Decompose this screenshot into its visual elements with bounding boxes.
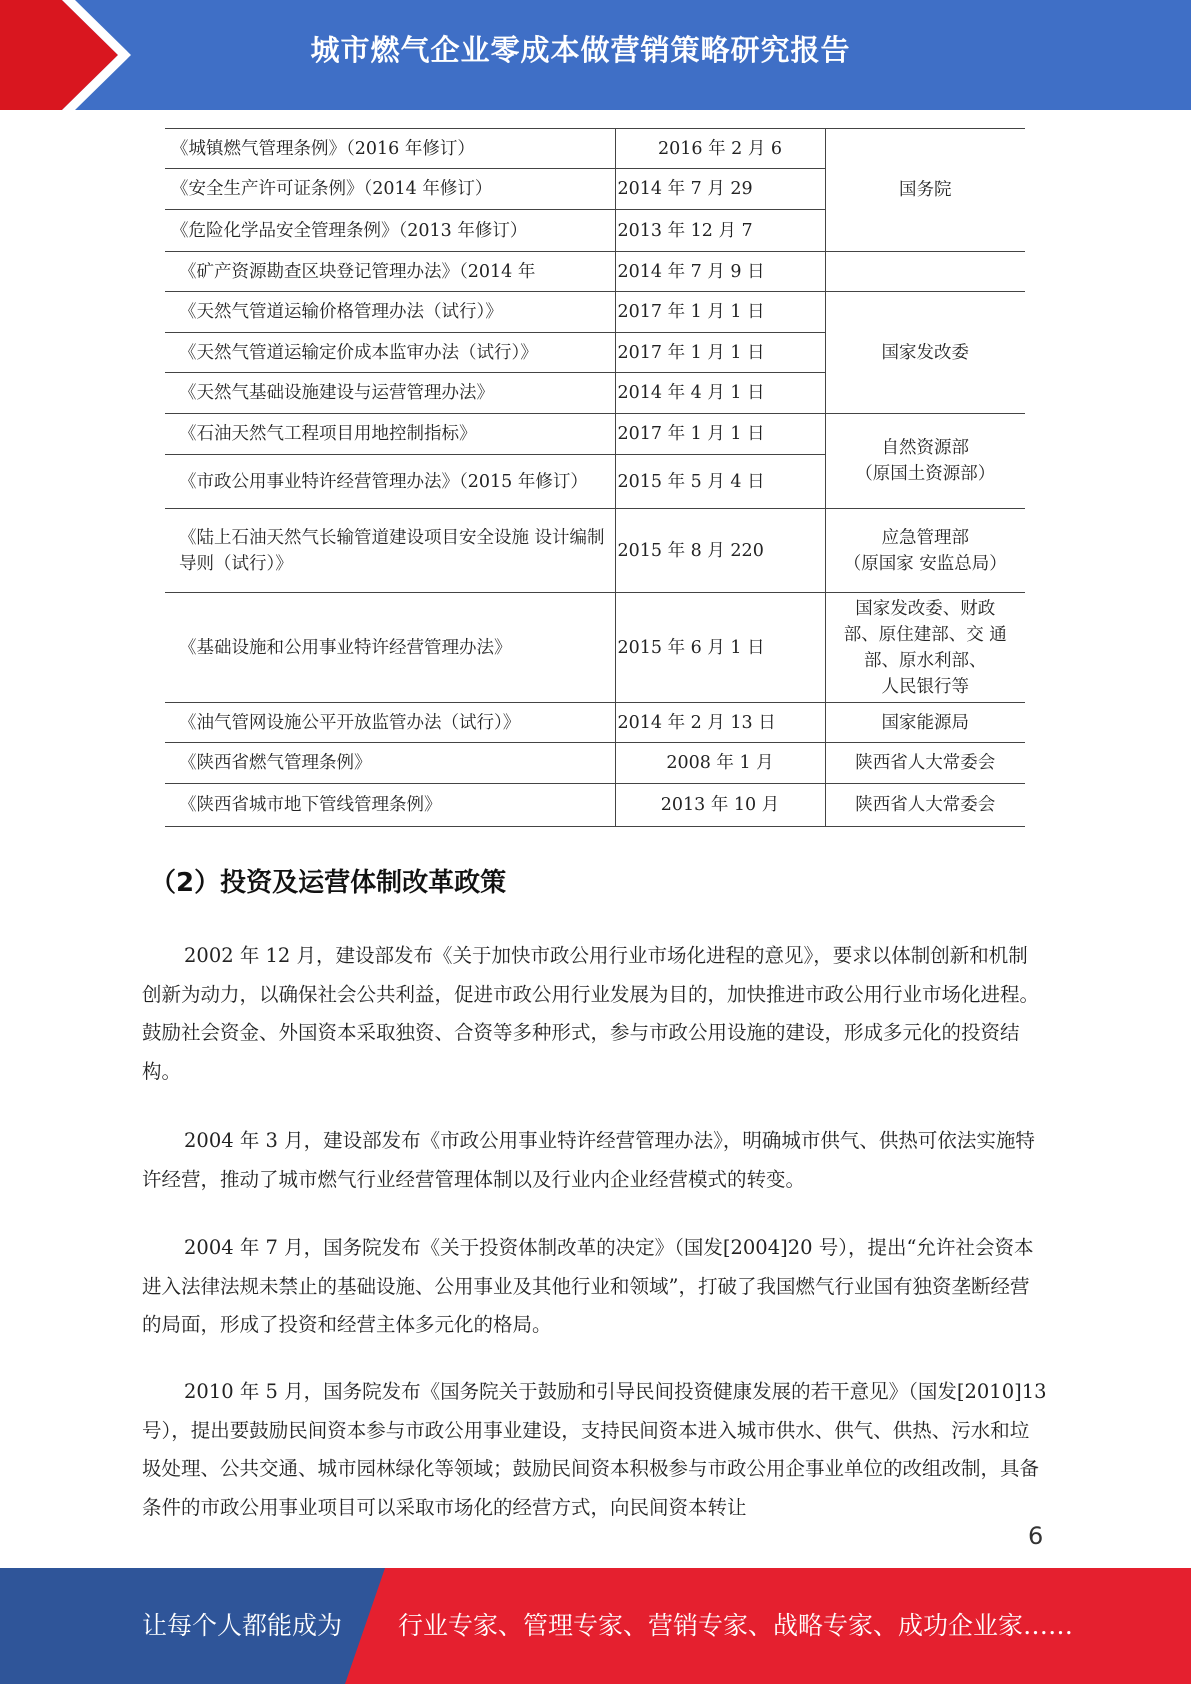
body-paragraph: 2002 年 12 月，建设部发布《关于加快市政公用行业市场化进程的意见》，要求以体制创新和机制创新为动力，以确保社会公共利益，促进市政公用行业发展为目的，加快推进市政公用行业市场化进程。鼓励社会资金、外国资本采取独资、合资等多种形式，参与市政公用设施的建设，形成多元化的投资结构。 bbox=[142, 944, 1040, 1083]
authority-line: 应急管理部 bbox=[881, 527, 969, 548]
law-name: 《陕西省城市地下管线管理条例》 bbox=[165, 784, 615, 827]
law-name: 《基础设施和公用事业特许经营管理办法》 bbox=[165, 593, 615, 703]
table-row bbox=[165, 129, 1025, 169]
issuing-authority bbox=[825, 593, 1025, 703]
effective-date: 2015 年 6 月 1 日 bbox=[615, 593, 825, 703]
law-name: 《油气管网设施公平开放监管办法（试行）》 bbox=[165, 703, 615, 743]
section-heading: （2）投资及运营体制改革政策 bbox=[150, 868, 507, 898]
effective-date: 2017 年 1 月 1 日 bbox=[615, 292, 825, 333]
law-name: 《天然气管道运输定价成本监审办法（试行）》 bbox=[165, 333, 615, 373]
header-bar bbox=[0, 0, 1191, 110]
header-chevron-decoration bbox=[0, 0, 150, 110]
footer-bar bbox=[0, 1568, 1191, 1684]
authority-line: 国家发改委、财政 bbox=[855, 598, 996, 619]
law-name: 《危险化学品安全管理条例》（2013 年修订） bbox=[165, 210, 615, 252]
body-paragraph: 2004 年 7 月，国务院发布《关于投资体制改革的决定》（国发[2004]20 号），提出“允许社会资本进入法律法规未禁止的基础设施、公用事业及其他行业和领域”，打破了我国燃气行业国有独资垄断经营的局面，形成了投资和经营主体多元化的格局。 bbox=[142, 1236, 1034, 1336]
issuing-authority: 国家发改委 bbox=[825, 292, 1025, 414]
effective-date: 2014 年 7 月 9 日 bbox=[615, 252, 825, 292]
issuing-authority: 陕西省人大常委会 bbox=[825, 743, 1025, 784]
effective-date: 2017 年 1 月 1 日 bbox=[615, 333, 825, 373]
page-title: 城市燃气企业零成本做营销策略研究报告 bbox=[310, 33, 851, 67]
effective-date: 2014 年 2 月 13 日 bbox=[615, 703, 825, 743]
law-name: 《市政公用事业特许经营管理办法》（2015 年修订） bbox=[165, 455, 615, 509]
issuing-authority bbox=[825, 252, 1025, 292]
issuing-authority bbox=[825, 509, 1025, 593]
effective-date: 2008 年 1 月 bbox=[615, 743, 825, 784]
footer-slogan-left: 让每个人都能成为 bbox=[142, 1611, 343, 1640]
table-row bbox=[165, 703, 1025, 743]
authority-line: 自然资源部 bbox=[881, 438, 969, 458]
law-name: 《陆上石油天然气长输管道建设项目安全设施 设计编制导则（试行）》 bbox=[165, 509, 615, 593]
effective-date: 2016 年 2 月 6 bbox=[615, 129, 825, 169]
effective-date: 2013 年 10 月 bbox=[615, 784, 825, 827]
body-paragraph: 2010 年 5 月，国务院发布《国务院关于鼓励和引导民间投资健康发展的若干意见》（国发[2010]13 号），提出要鼓励民间资本参与市政公用事业建设，支持民间资本进入城市供水、供气、供热、污水和垃圾处理、公共交通、城市园林绿化等领域；鼓励民间资本积极参与市政公用企事业单位的改组改制，具备条件的市政公用事业项目可以采取市场化的经营方式，向民间资本转让 bbox=[142, 1380, 1047, 1519]
authority-line: 人民银行等 bbox=[881, 676, 969, 697]
effective-date: 2013 年 12 月 7 bbox=[615, 210, 825, 252]
issuing-authority: 陕西省人大常委会 bbox=[825, 784, 1025, 827]
table-row bbox=[165, 292, 1025, 333]
issuing-authority bbox=[825, 414, 1025, 509]
regulation-table bbox=[165, 128, 1025, 827]
law-name: 《天然气基础设施建设与运营管理办法》 bbox=[165, 373, 615, 414]
law-name: 《安全生产许可证条例》（2014 年修订） bbox=[165, 169, 615, 210]
page-number: 6 bbox=[1028, 1522, 1044, 1550]
effective-date: 2015 年 5 月 4 日 bbox=[615, 455, 825, 509]
law-name: 《陕西省燃气管理条例》 bbox=[165, 743, 615, 784]
effective-date: 2015 年 8 月 220 bbox=[615, 509, 825, 593]
table-row bbox=[165, 784, 1025, 827]
issuing-authority: 国家能源局 bbox=[825, 703, 1025, 743]
effective-date: 2014 年 7 月 29 bbox=[615, 169, 825, 210]
table-row bbox=[165, 593, 1025, 703]
authority-line: （原国土资源部） bbox=[855, 464, 996, 484]
table-row bbox=[165, 509, 1025, 593]
law-name: 《天然气管道运输价格管理办法（试行）》 bbox=[165, 292, 615, 333]
authority-line: 部、原水利部、 bbox=[864, 650, 987, 671]
body-paragraph: 2004 年 3 月，建设部发布《市政公用事业特许经营管理办法》，明确城市供气、供热可依法实施特许经营，推动了城市燃气行业经营管理体制以及行业内企业经营模式的转变。 bbox=[142, 1129, 1035, 1191]
authority-line: 部、原住建部、交 通 bbox=[843, 624, 1007, 645]
law-name: 《矿产资源勘查区块登记管理办法》（2014 年 bbox=[165, 252, 615, 292]
authority-line: （原国家 安监总局） bbox=[843, 553, 1007, 574]
footer-slogan-right: 行业专家、管理专家、营销专家、战略专家、成功企业家…… bbox=[398, 1611, 1074, 1640]
issuing-authority: 国务院 bbox=[825, 129, 1025, 252]
effective-date: 2014 年 4 月 1 日 bbox=[615, 373, 825, 414]
table-row bbox=[165, 743, 1025, 784]
table-row bbox=[165, 414, 1025, 455]
law-name: 《石油天然气工程项目用地控制指标》 bbox=[165, 414, 615, 455]
effective-date: 2017 年 1 月 1 日 bbox=[615, 414, 825, 455]
law-name: 《城镇燃气管理条例》（2016 年修订） bbox=[165, 129, 615, 169]
table-row bbox=[165, 252, 1025, 292]
